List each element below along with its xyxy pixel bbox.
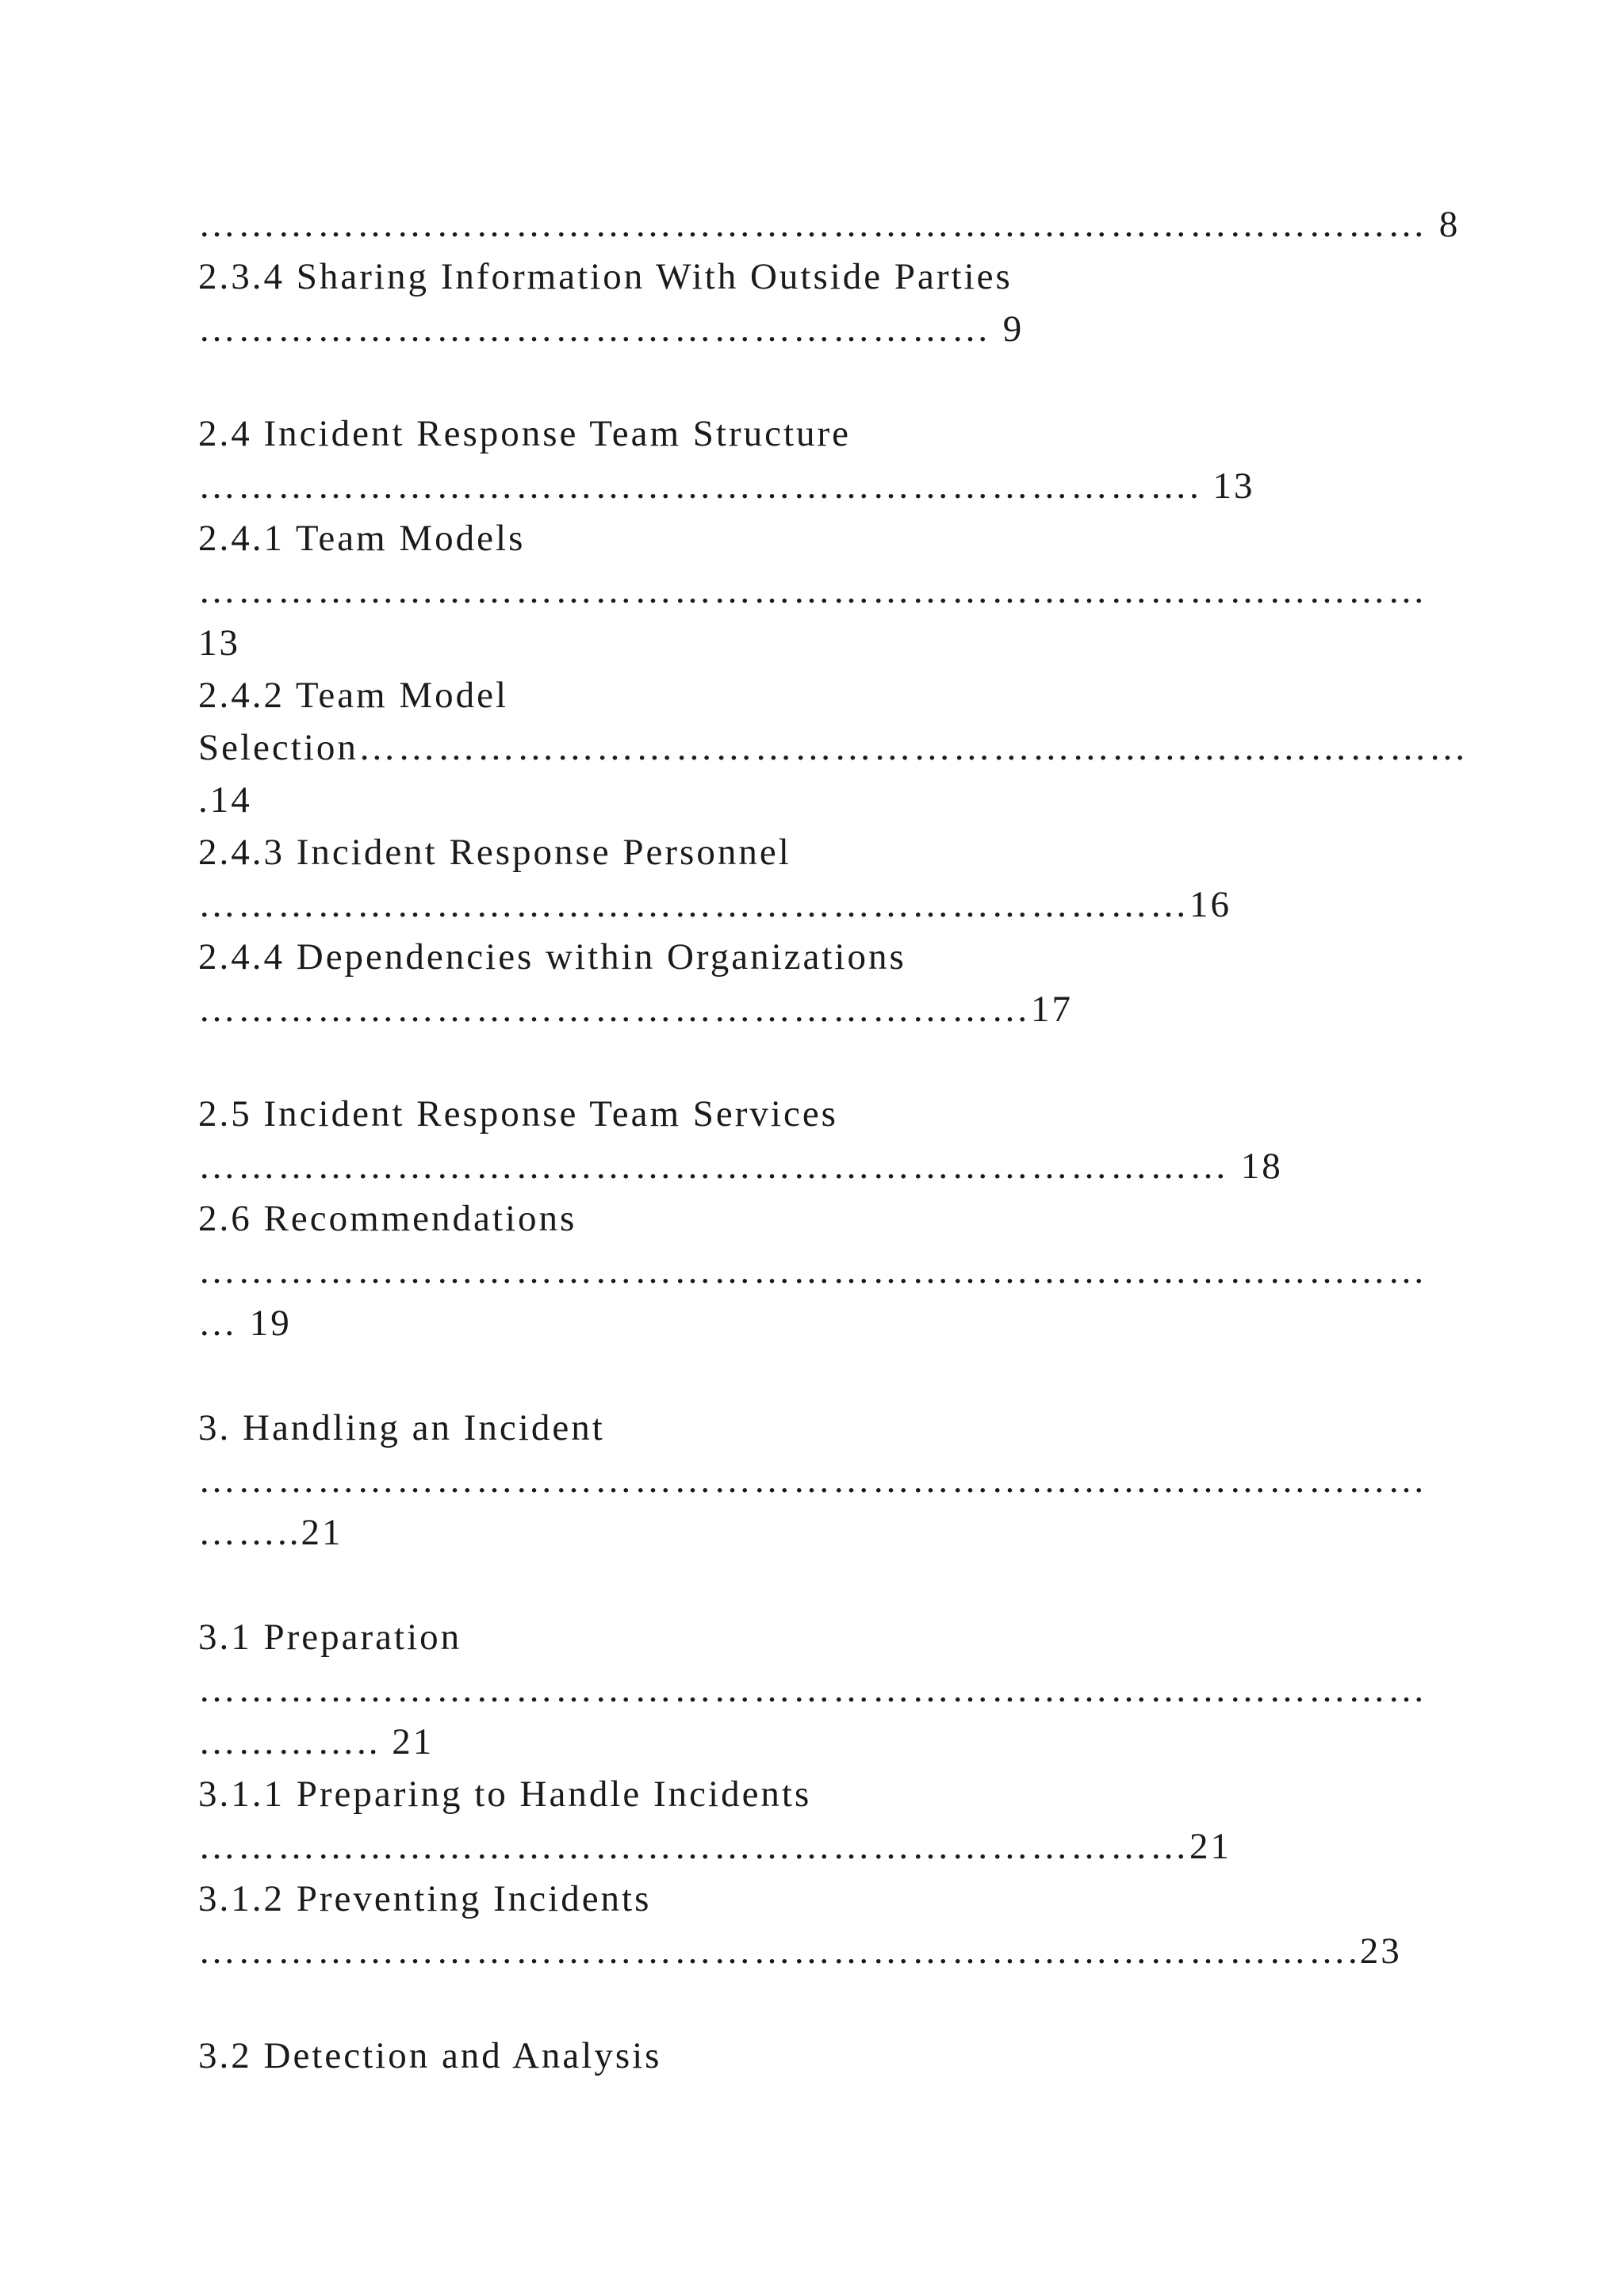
toc-leader-line: Selection…………………………………………………………………………	[198, 727, 1469, 768]
toc-entry-3-1: 3.1 Preparation	[198, 1617, 462, 1658]
toc-spacer	[198, 1559, 1435, 1611]
toc-leader-line: …………………………………………………………………16	[198, 884, 1231, 925]
toc-entry-2-3-4: 2.3.4 Sharing Information With Outside Parties	[198, 256, 1013, 297]
toc-spacer	[198, 355, 1435, 408]
toc-leader-line: …………………………………………………………………………….23	[198, 1931, 1402, 1972]
toc-entry-2-5: 2.5 Incident Response Team Services	[198, 1093, 838, 1135]
toc-page-number: .14	[198, 779, 252, 821]
toc-entry-2-6: 2.6 Recommendations	[198, 1198, 577, 1239]
toc-leader-line: …………………………………………………………………………………	[198, 1460, 1427, 1501]
toc-leader-line: …………………………………………………… 9	[198, 308, 1025, 350]
toc-entry-3-2: 3.2 Detection and Analysis	[198, 2035, 662, 2076]
toc-entry-2-4: 2.4 Incident Response Team Structure	[198, 413, 852, 454]
toc-page-number: 13	[198, 622, 240, 664]
toc-leader-line: …………………………………………………………………. 13	[198, 465, 1255, 507]
toc-spacer	[198, 1349, 1435, 1402]
toc-entry-2-4-4: 2.4.4 Dependencies within Organizations	[198, 936, 906, 978]
toc-entry-3-1-1: 3.1.1 Preparing to Handle Incidents	[198, 1774, 812, 1815]
toc-entry-2-4-3: 2.4.3 Incident Response Personnel	[198, 832, 791, 873]
toc-leader-line: …………………………………………………………………………………	[198, 570, 1427, 611]
toc-entry-3-1-2: 3.1.2 Preventing Incidents	[198, 1878, 652, 1919]
toc-spacer	[198, 1035, 1435, 1088]
toc-leader-line: ……..21	[198, 1512, 343, 1553]
toc-entry-2-4-2: 2.4.2 Team Model	[198, 675, 509, 716]
toc-entry-3: 3. Handling an Incident	[198, 1407, 605, 1448]
toc-spacer	[198, 1977, 1435, 2030]
toc-leader-line: ………………………………………………………17	[198, 989, 1073, 1030]
toc-leader-line: …………………………………………………………………… 18	[198, 1146, 1283, 1187]
toc-leader-line: …………………………………………………………………21	[198, 1826, 1231, 1867]
toc-leader-line: …………………………………………………………………………………	[198, 1250, 1427, 1292]
toc-leader-line: … 19	[198, 1303, 292, 1344]
toc-leader-line: ………………………………………………………………………………… 8	[198, 204, 1461, 245]
toc-entry-2-4-1: 2.4.1 Team Models	[198, 518, 526, 559]
table-of-contents	[198, 198, 1469, 2082]
toc-leader-line: …………………………………………………………………………………	[198, 1669, 1427, 1710]
toc-leader-line: ………….. 21	[198, 1721, 435, 1762]
